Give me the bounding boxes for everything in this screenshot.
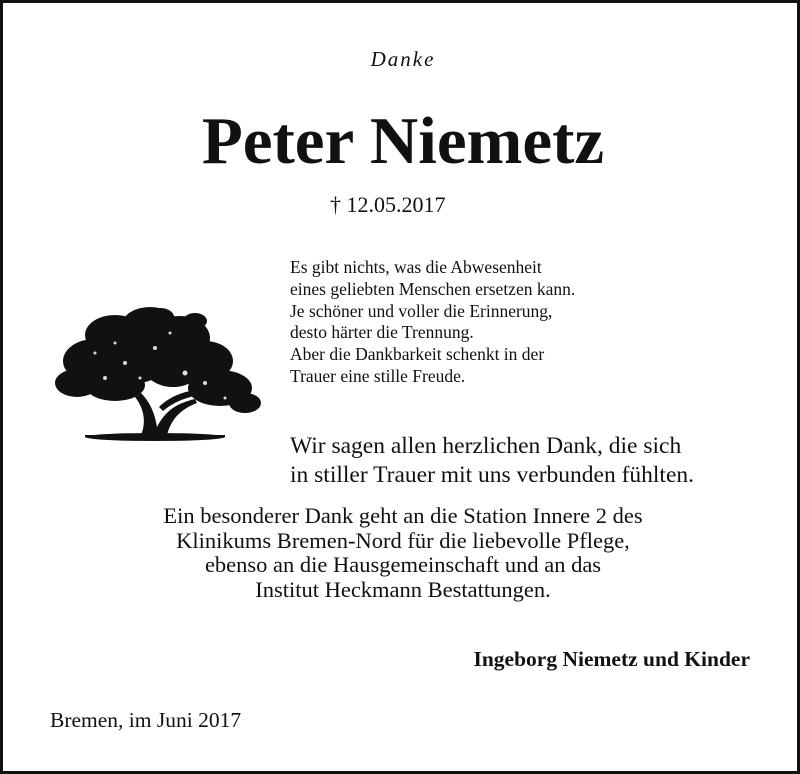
- special-thanks-line: Klinikums Bremen-Nord für die liebevolle Pflege,: [176, 527, 630, 553]
- thanks-text: [290, 432, 694, 490]
- special-thanks-line: Institut Heckmann Bestattungen.: [255, 576, 551, 602]
- poem-line: Trauer eine stille Freude.: [290, 365, 466, 386]
- signoff: Ingeborg Niemetz und Kinder: [473, 647, 750, 671]
- poem-line: Aber die Dankbarkeit schenkt in der: [290, 344, 545, 365]
- special-thanks-line: ebenso an die Hausgemeinschaft und an das: [204, 552, 602, 577]
- thanks-line: Wir sagen allen herzlichen Dank, die sich: [290, 433, 682, 459]
- tree-icon: [55, 303, 263, 443]
- death-date: † 12.05.2017: [330, 192, 446, 217]
- thanks-line: in stiller Trauer mit uns verbunden fühlten.: [290, 462, 695, 488]
- place-date: Bremen, im Juni 2017: [50, 708, 242, 732]
- special-thanks-line: Ein besonderer Dank geht an die Station Innere 2 des: [163, 503, 643, 528]
- poem-line: Je schöner und voller die Erinnerung,: [290, 300, 553, 321]
- poem-line: desto härter die Trennung.: [290, 322, 474, 343]
- poem-line: eines geliebten Menschen ersetzen kann.: [290, 278, 576, 299]
- poem: [290, 257, 575, 388]
- poem-line: Es gibt nichts, was die Abwesenheit: [290, 257, 542, 277]
- special-thanks: [3, 504, 800, 602]
- tree-illustration: [55, 303, 263, 443]
- kicker: Danke: [370, 47, 436, 71]
- deceased-name: Peter Niemetz: [201, 104, 605, 178]
